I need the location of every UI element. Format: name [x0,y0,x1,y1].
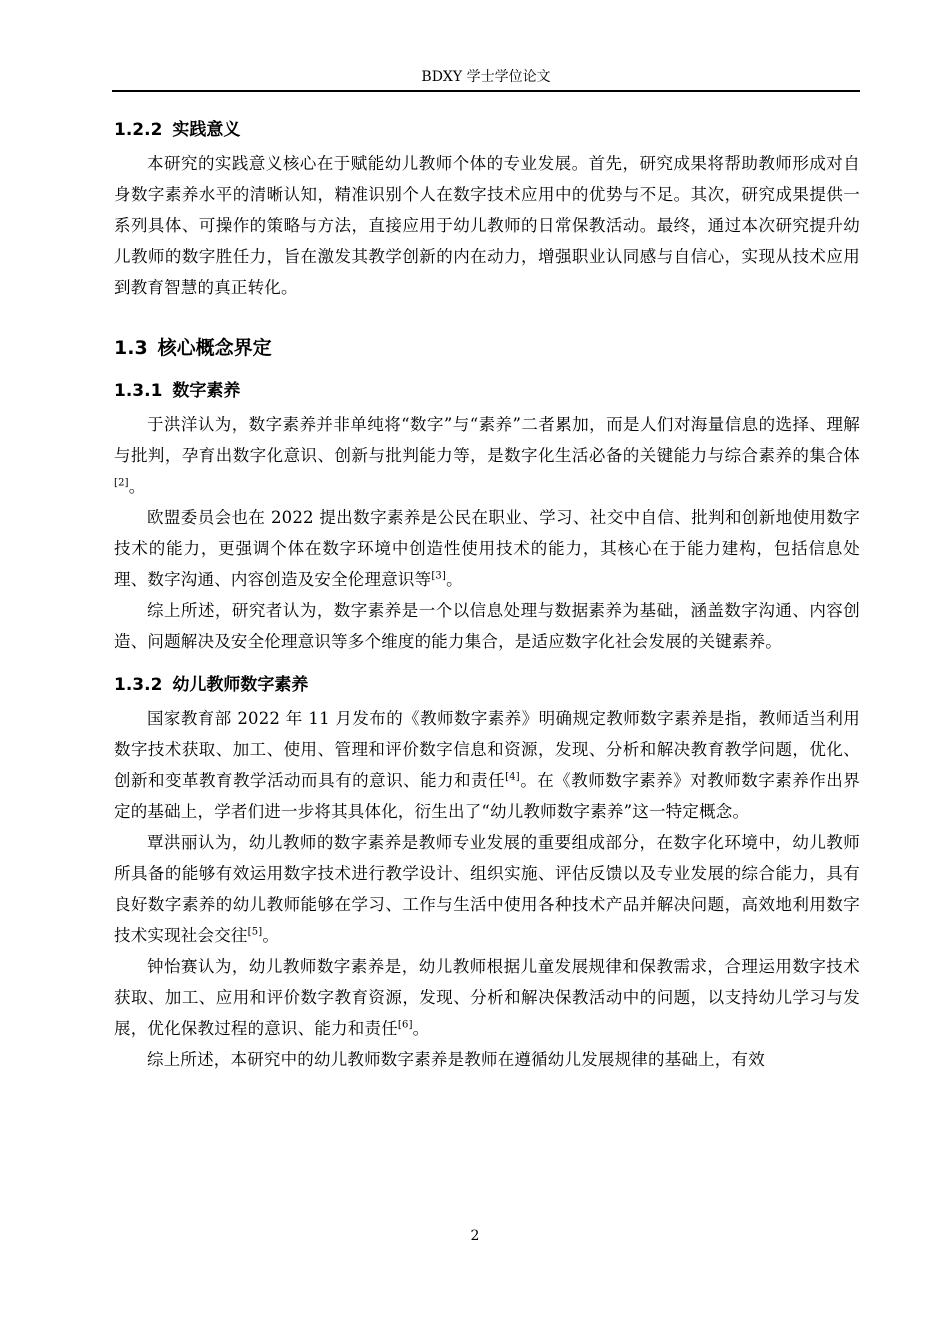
section-heading-1-2-2 [114,112,860,148]
paragraph [114,409,860,502]
paragraph [114,703,860,827]
paragraph-text: 钟怡赛认为，幼儿教师数字素养是，幼儿教师根据儿童发展规律和保教需求，合理运用数字技术获取、加工、应用和评价数字教育资源，发现、分析和解决保教活动中的问题，以支持幼儿学习与发展，优化保教过程的意识、能力和责任 [114,957,860,1038]
section-title: 数字素养 [172,381,241,401]
section-number: 1.3 [114,337,148,359]
section-title: 幼儿教师数字素养 [172,675,309,695]
running-header: BDXY 学士学位论文 [112,64,860,92]
section-number: 1.3.2 [114,675,163,695]
paragraph-text: 。 [446,570,463,589]
paragraph-text: 覃洪丽认为，幼儿教师的数字素养是教师专业发展的重要组成部分，在数字化环境中，幼儿教师所具备的能够有效运用数字技术进行教学设计、组织实施、评估反馈以及专业发展的综合能力，具有良好数字素养的幼儿教师能够在学习、工作与生活中使用各种技术产品并解决问题，高效地利用数字技术实现社会交往 [114,833,860,945]
paragraph-text: 。 [412,1019,430,1038]
section-title: 实践意义 [172,120,241,140]
paragraph: 本研究的实践意义核心在于赋能幼儿教师个体的专业发展。首先，研究成果将帮助教师形成对自身数字素养水平的清晰认知，精准识别个人在数字技术应用中的优势与不足。其次，研究成果提供一系列具体、可操作的策略与方法，直接应用于幼儿教师的日常保教活动。最终，通过本次研究提升幼儿教师的数字胜任力，旨在激发其教学创新的内在动力，增强职业认同感与自信心，实现从技术应用到教育智慧的真正转化。 [114,154,860,297]
section-heading-1-3-1 [114,373,860,409]
paragraph [114,827,860,951]
page-body [114,112,860,1075]
section-heading-1-3-2 [114,667,860,703]
citation: [6] [397,1019,413,1031]
section-number: 1.2.2 [114,120,163,140]
paragraph-text: 。在《教师数字素养》对教师数字素养作出界定的基础上，学者们进一步将其具体化，衍生出了“幼儿教师数字素养”这一特定概念。 [114,771,860,821]
paragraph-text: 。 [128,477,146,496]
paragraph-text: 于洪洋认为，数字素养并非单纯将“数字”与“素养”二者累加，而是人们对海量信息的选择、理解与批判，孕育出数字化意识、创新与批判能力等，是数字化生活必备的关键能力与综合素养的集合体 [114,415,860,465]
section-title: 核心概念界定 [157,337,272,359]
citation: [5] [247,926,263,938]
paragraph-text: 国家教育部 2022 年 11 月发布的《教师数字素养》明确规定教师数字素养是指，教师适当利用数字技术获取、加工、使用、管理和评价数字信息和资源，发现、分析和解决教育教学问题，优化、创新和变革教育教学活动而具有的意识、能力和责任 [114,709,860,790]
paragraph [114,951,860,1044]
section-heading-1-3 [114,327,860,369]
paragraph [114,502,860,595]
citation: [2] [114,477,129,489]
citation: [3] [431,570,447,582]
paragraph-text: 。 [262,926,280,945]
citation: [4] [505,771,520,783]
paragraph: 综上所述，本研究中的幼儿教师数字素养是教师在遵循幼儿发展规律的基础上，有效 [147,1050,765,1069]
page-number: 2 [470,1228,480,1244]
section-number: 1.3.1 [114,381,163,401]
paragraph: 综上所述，研究者认为，数字素养是一个以信息处理与数据素养为基础，涵盖数字沟通、内容创造、问题解决及安全伦理意识等多个维度的能力集合，是适应数字化社会发展的关键素养。 [114,601,860,651]
paragraph-text: 欧盟委员会也在 2022 提出数字素养是公民在职业、学习、社交中自信、批判和创新地使用数字技术的能力，更强调个体在数字环境中创造性使用技术的能力，其核心在于能力建构，包括信息处理、数字沟通、内容创造及安全伦理意识等 [114,508,860,589]
